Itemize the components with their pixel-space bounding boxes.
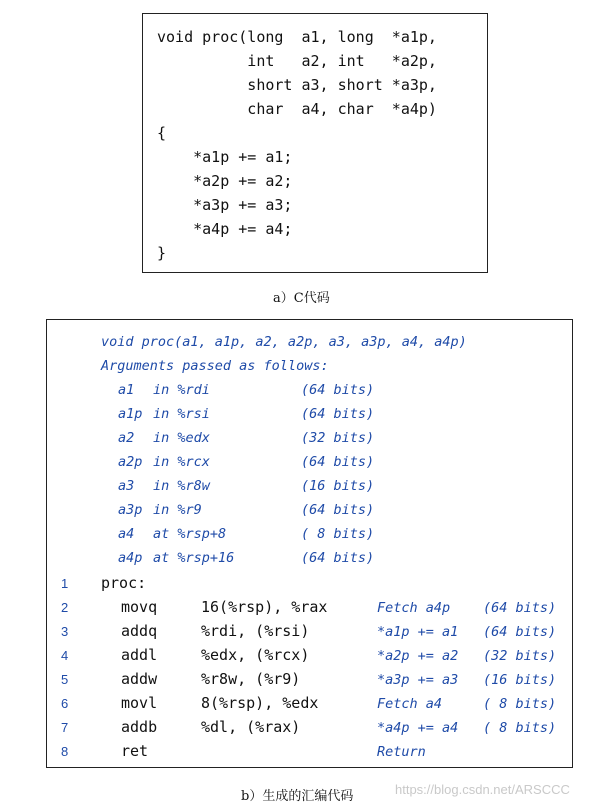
caption-b: b）生成的汇编代码 [241, 789, 354, 804]
arg-location: in %rdi [153, 382, 210, 398]
asm-operands: %dl, (%rax) [201, 718, 301, 736]
asm-instruction: addb [121, 718, 158, 736]
c-code-line: } [157, 244, 167, 262]
arg-name: a1p [118, 406, 143, 422]
arg-bits: (64 bits) [301, 550, 375, 566]
line-number: 8 [61, 744, 69, 759]
c-code-line: void proc(long a1, long *a1p, [157, 28, 437, 46]
asm-instruction: movl [121, 694, 158, 712]
asm-comment: Fetch a4p [377, 600, 451, 616]
asm-comment-bits: (64 bits) [483, 600, 557, 616]
arg-name: a1 [118, 382, 135, 398]
asm-comment-bits: (32 bits) [483, 648, 557, 664]
asm-comment: *a2p += a2 [377, 648, 459, 664]
arg-bits: (64 bits) [301, 502, 375, 518]
arg-location: in %edx [153, 430, 210, 446]
c-code-line: *a3p += a3; [157, 196, 293, 214]
asm-instruction: ret [121, 742, 149, 760]
caption-a: a）C代码 [273, 291, 330, 306]
arg-bits: (32 bits) [301, 430, 375, 446]
c-code-line: { [157, 124, 167, 142]
arg-location: in %rcx [153, 454, 210, 470]
c-code-line: int a2, int *a2p, [157, 52, 437, 70]
asm-instruction: addq [121, 622, 158, 640]
c-code-line: *a2p += a2; [157, 172, 293, 190]
arg-name: a2 [118, 430, 135, 446]
asm-comment-bits: (16 bits) [483, 672, 557, 688]
asm-operands: %rdi, (%rsi) [201, 622, 310, 640]
line-number: 6 [61, 696, 69, 711]
arg-bits: (16 bits) [301, 478, 375, 494]
asm-comment-bits: (64 bits) [483, 624, 557, 640]
c-code-box [142, 13, 488, 273]
arg-name: a2p [118, 454, 143, 470]
arg-location: at %rsp+16 [153, 550, 235, 566]
arg-name: a4 [118, 526, 135, 542]
asm-instruction: addw [121, 670, 158, 688]
asm-comment: Return [377, 744, 426, 760]
arg-bits: (64 bits) [301, 382, 375, 398]
watermark-url: https://blog.csdn.net/ARSCCC [395, 782, 570, 797]
line-number: 7 [61, 720, 69, 735]
c-code-line: *a4p += a4; [157, 220, 293, 238]
line-number: 1 [61, 576, 69, 591]
asm-operands: %edx, (%rcx) [201, 646, 310, 664]
asm-comment: *a4p += a4 [377, 720, 459, 736]
asm-comment: Fetch a4 [377, 696, 443, 712]
asm-label: proc: [101, 574, 147, 592]
asm-operands: 16(%rsp), %rax [201, 598, 328, 616]
c-code-line: char a4, char *a4p) [157, 100, 437, 118]
asm-signature: void proc(a1, a1p, a2, a2p, a3, a3p, a4, a4p) [101, 334, 467, 350]
line-number: 4 [61, 648, 69, 663]
arg-bits: (64 bits) [301, 406, 375, 422]
line-number: 3 [61, 624, 69, 639]
arg-name: a3p [118, 502, 143, 518]
asm-args-heading: Arguments passed as follows: [101, 358, 329, 374]
asm-instruction: addl [121, 646, 158, 664]
asm-comment-bits: ( 8 bits) [483, 720, 557, 736]
arg-location: in %rsi [153, 406, 210, 422]
arg-name: a4p [118, 550, 143, 566]
asm-comment-bits: ( 8 bits) [483, 696, 557, 712]
asm-operands: 8(%rsp), %edx [201, 694, 319, 712]
asm-instruction: movq [121, 598, 158, 616]
line-number: 2 [61, 600, 69, 615]
c-code-line: *a1p += a1; [157, 148, 293, 166]
assembly-code-box [46, 319, 573, 768]
arg-bits: (64 bits) [301, 454, 375, 470]
arg-location: in %r9 [153, 502, 202, 518]
asm-operands: %r8w, (%r9) [201, 670, 301, 688]
c-code-line: short a3, short *a3p, [157, 76, 437, 94]
arg-bits: ( 8 bits) [301, 526, 375, 542]
arg-name: a3 [118, 478, 135, 494]
arg-location: at %rsp+8 [153, 526, 227, 542]
line-number: 5 [61, 672, 69, 687]
asm-comment: *a3p += a3 [377, 672, 459, 688]
arg-location: in %r8w [153, 478, 210, 494]
asm-comment: *a1p += a1 [377, 624, 459, 640]
